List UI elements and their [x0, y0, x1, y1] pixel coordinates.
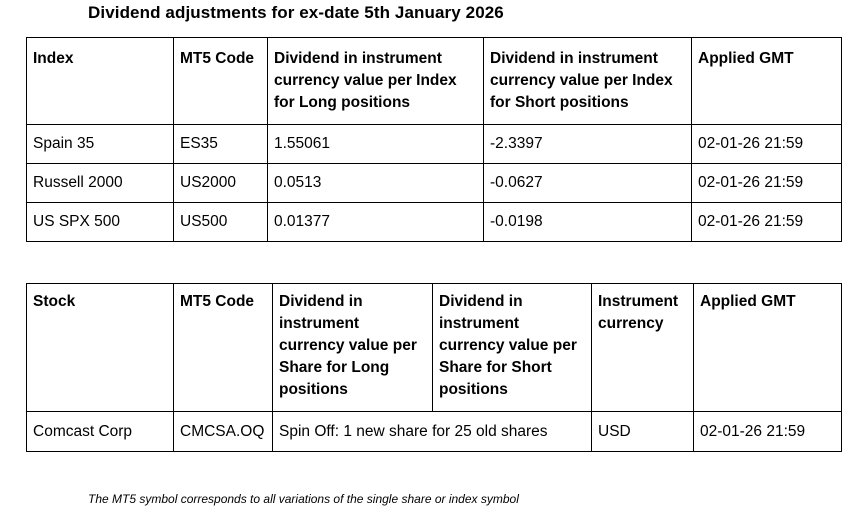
long-dividend-column-header: Dividend in instrument currency value per Share for Long positions [273, 284, 433, 412]
instrument-currency-cell: USD [592, 412, 694, 452]
mt5-code-cell: US500 [174, 203, 268, 242]
long-dividend-cell: 0.0513 [268, 164, 484, 203]
index-name-cell: Spain 35 [27, 125, 174, 164]
mt5-code-cell: CMCSA.OQ [174, 412, 273, 452]
applied-gmt-cell: 02-01-26 21:59 [694, 412, 842, 452]
long-dividend-cell: 0.01377 [268, 203, 484, 242]
table-row [27, 125, 842, 164]
table-row [27, 412, 842, 452]
table-row [27, 203, 842, 242]
long-dividend-column-header: Dividend in instrument currency value per Index for Long positions [268, 38, 484, 125]
applied-gmt-cell: 02-01-26 21:59 [692, 125, 842, 164]
mt5-code-cell: ES35 [174, 125, 268, 164]
index-column-header: Index [27, 38, 174, 125]
short-dividend-cell: -0.0627 [484, 164, 692, 203]
short-dividend-column-header: Dividend in instrument currency value per Share for Short positions [433, 284, 592, 412]
mt5-code-cell: US2000 [174, 164, 268, 203]
mt5-code-column-header: MT5 Code [174, 284, 273, 412]
index-name-cell: Russell 2000 [27, 164, 174, 203]
index-name-cell: US SPX 500 [27, 203, 174, 242]
table-row [27, 164, 842, 203]
instrument-currency-column-header: Instrument currency [592, 284, 694, 412]
mt5-code-column-header: MT5 Code [174, 38, 268, 125]
dividend-cell: Spin Off: 1 new share for 25 old shares [273, 412, 592, 452]
page-title: Dividend adjustments for ex-date 5th January 2026 [88, 3, 504, 22]
applied-gmt-column-header: Applied GMT [692, 38, 842, 125]
applied-gmt-cell: 02-01-26 21:59 [692, 203, 842, 242]
stock-name-cell: Comcast Corp [27, 412, 174, 452]
short-dividend-cell: -0.0198 [484, 203, 692, 242]
index-table-header-row [27, 38, 842, 125]
short-dividend-cell: -2.3397 [484, 125, 692, 164]
long-dividend-cell: 1.55061 [268, 125, 484, 164]
applied-gmt-column-header: Applied GMT [694, 284, 842, 412]
short-dividend-column-header: Dividend in instrument currency value per Index for Short positions [484, 38, 692, 125]
stock-table-header-row [27, 284, 842, 412]
footnote: The MT5 symbol corresponds to all variations of the single share or index symbol [88, 492, 519, 506]
index-dividend-table [26, 37, 842, 242]
applied-gmt-cell: 02-01-26 21:59 [692, 164, 842, 203]
stock-column-header: Stock [27, 284, 174, 412]
stock-dividend-table [26, 283, 842, 452]
